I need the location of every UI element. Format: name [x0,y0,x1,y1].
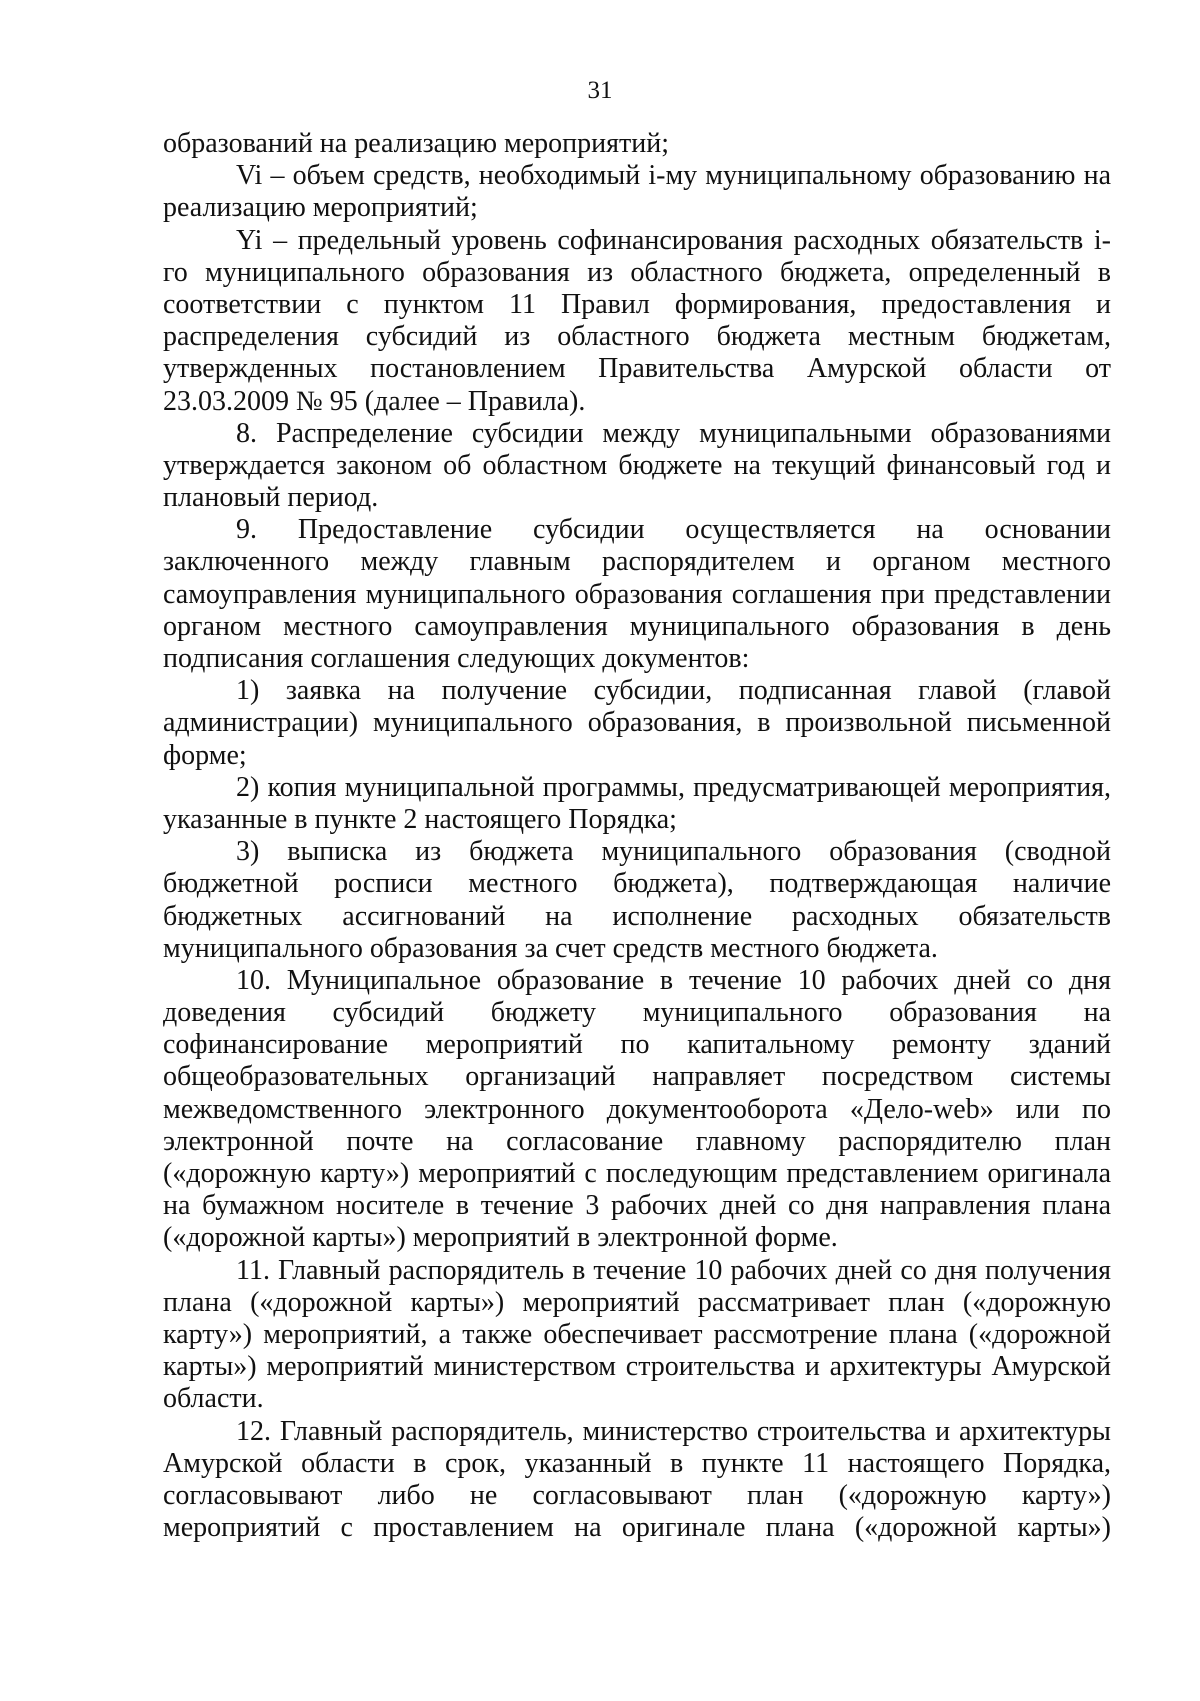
text-line: электронной почте на согласование главному распорядителю план [163,1125,1111,1157]
text-line: самоуправления муниципального образования соглашения при представлении [163,578,1111,610]
text-line: указанные в пункте 2 настоящего Порядка; [163,803,677,835]
text-line: распределения субсидий из областного бюджета местным бюджетам, [163,321,1111,353]
text-line: образований на реализацию мероприятий; [163,128,669,159]
text-line: общеобразовательных организаций направляет посредством системы [163,1061,1111,1093]
text-line: заключенного между главным распорядителем и органом местного [163,546,1111,578]
text-line: органом местного самоуправления муниципального образования в день [163,610,1111,642]
text-line: плана («дорожной карты») мероприятий рассматривает план («дорожную [163,1286,1111,1318]
text-line: согласовывают либо не согласовывают план («дорожную карту») [163,1479,1111,1511]
text-line: Yi – предельный уровень софинансирования расходных обязательств i- [236,224,1111,256]
text-line: («дорожную карту») мероприятий с последующим представлением оригинала [163,1158,1111,1189]
text-line: межведомственного электронного документооборота «Дело-web» или по [163,1093,1111,1125]
text-line: плановый период. [163,482,379,514]
text-line: Vi – объем средств, необходимый i-му муниципальному образованию на [236,160,1111,192]
text-line: подписания соглашения следующих документов: [163,643,750,674]
text-line: на бумажном носителе в течение 3 рабочих дней со дня направления плана [163,1190,1111,1222]
text-line: доведения субсидий бюджету муниципального образования на [163,997,1111,1029]
text-line: соответствии с пунктом 11 Правил формирования, предоставления и [163,288,1111,320]
text-line: области. [163,1383,264,1415]
text-line: 3) выписка из бюджета муниципального образования (сводной [236,836,1111,868]
text-line: софинансирование мероприятий по капитальному ремонту зданий [163,1029,1111,1061]
text-line: форме; [163,739,247,771]
text-line: 1) заявка на получение субсидии, подписанная главой (главой [236,675,1111,707]
document-body [163,128,1111,1544]
text-line: утверждается законом об областном бюджете на текущий финансовый год и [163,449,1111,481]
text-line: 23.03.2009 № 95 (далее – Правила). [163,385,586,417]
page-number: 31 [587,77,613,104]
text-line: 12. Главный распорядитель, министерство строительства и архитектуры [236,1415,1111,1447]
text-line: карту») мероприятий, а также обеспечивает рассмотрение плана («дорожной [163,1318,1111,1350]
text-line: 9. Предоставление субсидии осуществляется на основании [236,514,1111,546]
text-line: администрации) муниципального образования, в произвольной письменной [163,707,1111,739]
text-line: Амурской области в срок, указанный в пункте 11 настоящего Порядка, [163,1447,1111,1479]
text-line: 8. Распределение субсидии между муниципальными образованиями [236,417,1111,449]
text-line: го муниципального образования из областного бюджета, определенный в [163,256,1111,288]
text-line: реализацию мероприятий; [163,192,478,224]
text-line: 10. Муниципальное образование в течение 10 рабочих дней со дня [236,964,1111,996]
text-line: 11. Главный распорядитель в течение 10 рабочих дней со дня получения [236,1254,1111,1286]
text-line: 2) копия муниципальной программы, предусматривающей мероприятия, [236,771,1111,803]
text-line: («дорожной карты») мероприятий в электронной форме. [163,1222,838,1254]
text-line: бюджетных ассигнований на исполнение расходных обязательств [163,900,1111,932]
text-line: карты») мероприятий министерством строительства и архитектуры Амурской [163,1351,1111,1383]
text-line: мероприятий с проставлением на оригинале плана («дорожной карты») [163,1512,1111,1544]
text-line: муниципального образования за счет средств местного бюджета. [163,932,938,964]
text-line: утвержденных постановлением Правительства Амурской области от [163,353,1111,385]
text-line: бюджетной росписи местного бюджета), подтверждающая наличие [163,868,1111,900]
